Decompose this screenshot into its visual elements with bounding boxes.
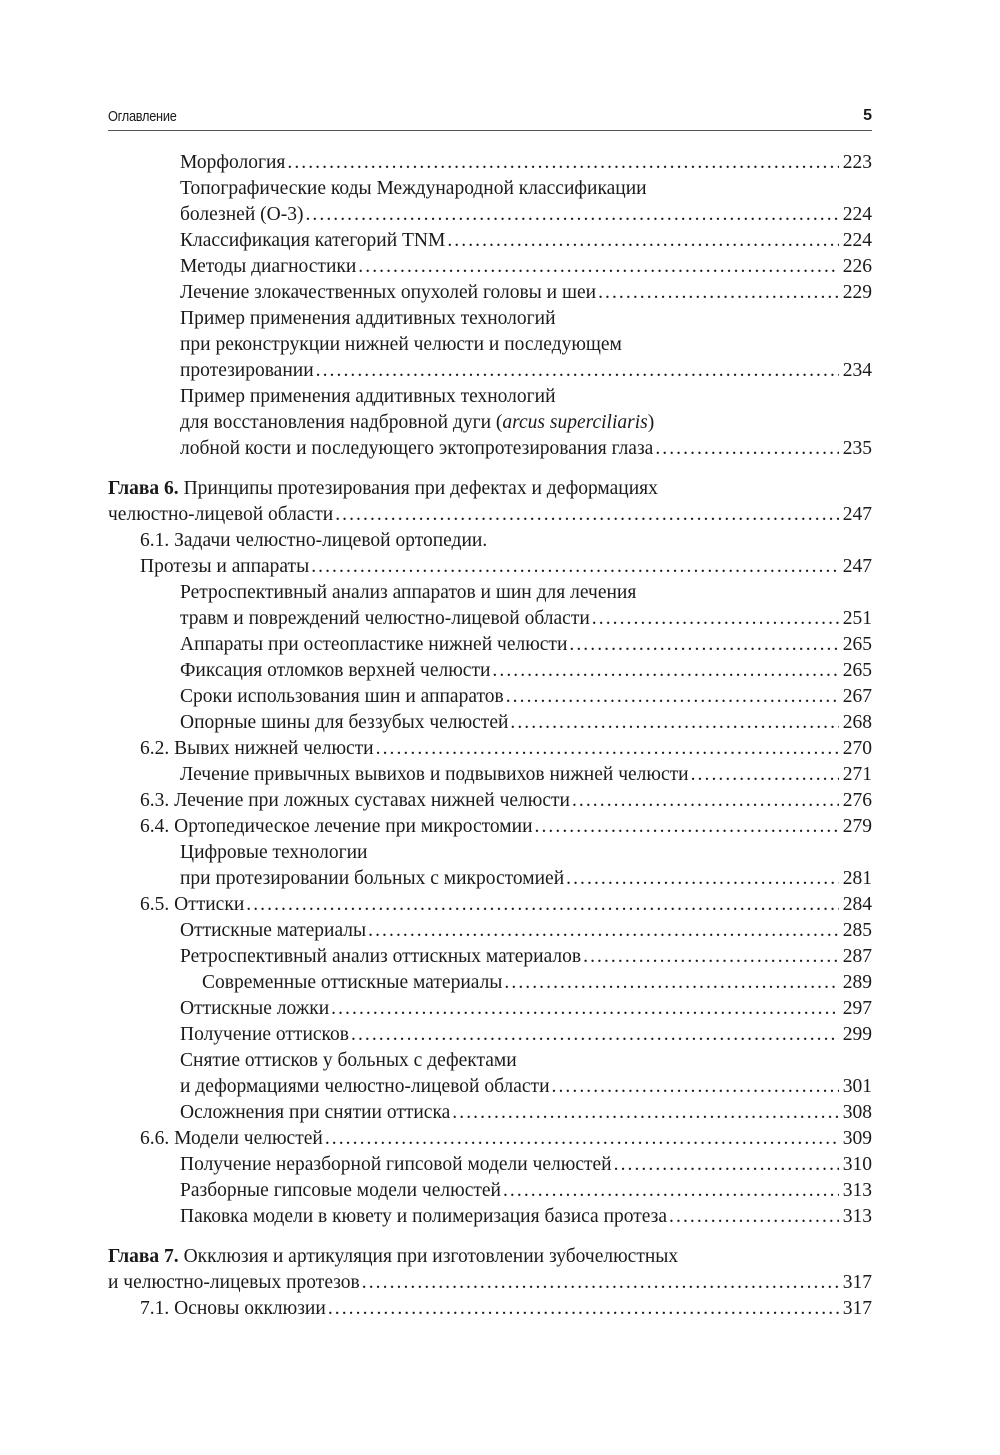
toc-entry-title xyxy=(108,502,333,528)
toc-page-number: 279 xyxy=(842,816,872,837)
toc-entry-line xyxy=(108,1048,872,1074)
title-text: Лечение привычных вывихов и подвывихов нижней челюсти xyxy=(180,764,689,785)
toc-entry-line xyxy=(108,528,872,554)
toc-entry-title xyxy=(108,476,658,502)
toc-entry[interactable] xyxy=(108,762,872,788)
toc-entry-title xyxy=(180,176,647,202)
toc-entry[interactable] xyxy=(108,996,872,1022)
toc-entry[interactable] xyxy=(108,1204,872,1230)
toc-entry-line xyxy=(108,736,872,762)
toc-page-number: 309 xyxy=(842,1128,872,1149)
toc-entry-title xyxy=(180,944,581,970)
dot-leader xyxy=(535,814,839,840)
title-text: 6.4. Ортопедическое лечение при микростомии xyxy=(140,816,533,837)
title-text: 6.6. Модели челюстей xyxy=(140,1128,323,1149)
dot-leader xyxy=(655,436,838,462)
toc-entry-title xyxy=(180,866,564,892)
toc-entry-title xyxy=(180,306,556,332)
toc-entry-title xyxy=(180,150,285,176)
toc-entry-line xyxy=(108,280,872,306)
toc-entry[interactable] xyxy=(108,788,872,814)
dot-leader xyxy=(504,970,838,996)
toc-entry-title xyxy=(180,840,367,866)
toc-entry[interactable] xyxy=(108,280,872,306)
toc-entry-title xyxy=(180,358,314,384)
toc-entry-title xyxy=(140,1296,326,1322)
dot-leader xyxy=(335,502,839,528)
toc-entry-line xyxy=(108,176,872,202)
title-text: Оттискные ложки xyxy=(180,998,330,1019)
toc-entry-line xyxy=(108,632,872,658)
title-text: при протезировании больных с микростомией xyxy=(180,868,565,889)
toc-entry-line xyxy=(108,996,872,1022)
title-text: и челюстно-лицевых протезов xyxy=(108,1272,360,1293)
dot-leader xyxy=(325,1126,839,1152)
title-text: для восстановления надбровной дуги ( xyxy=(180,412,503,433)
toc-chapter-entry[interactable] xyxy=(108,1244,872,1296)
toc-entry[interactable] xyxy=(108,580,872,632)
title-text: Современные оттискные материалы xyxy=(202,972,503,993)
title-text: Классификация категорий TNM xyxy=(180,230,446,251)
toc-entry-line xyxy=(108,892,872,918)
toc-page-number: 308 xyxy=(842,1102,872,1123)
toc-entry-title xyxy=(180,280,596,306)
toc-entry[interactable] xyxy=(108,1126,872,1152)
title-text: 6.3. Лечение при ложных суставах нижней челюсти xyxy=(140,790,570,811)
toc-entry[interactable] xyxy=(108,918,872,944)
dot-leader xyxy=(376,736,839,762)
toc-entry-line xyxy=(108,970,872,996)
toc-entry-line xyxy=(108,384,872,410)
dot-leader xyxy=(287,150,838,176)
toc-entry-line xyxy=(108,866,872,892)
toc-entry-title xyxy=(140,554,309,580)
title-text: Снятие оттисков у больных с дефектами xyxy=(180,1050,517,1071)
title-text: Фиксация отломков верхней челюсти xyxy=(180,660,491,681)
title-text: челюстно-лицевой области xyxy=(108,504,334,525)
toc-entry-line xyxy=(108,1178,872,1204)
toc-entry-line xyxy=(108,306,872,332)
dot-leader xyxy=(566,866,839,892)
toc-page-number: 247 xyxy=(842,504,872,525)
toc-page-number: 235 xyxy=(842,438,872,459)
toc-page-number: 223 xyxy=(842,152,872,173)
toc-entry-title xyxy=(140,892,244,918)
toc-entry-line xyxy=(108,658,872,684)
toc-entry-line xyxy=(108,1100,872,1126)
toc-entry[interactable] xyxy=(108,684,872,710)
dot-leader xyxy=(331,996,839,1022)
toc-entry[interactable] xyxy=(108,228,872,254)
toc-page-number: 281 xyxy=(842,868,872,889)
toc-page-number: 299 xyxy=(842,1024,872,1045)
toc-entry-title xyxy=(180,684,504,710)
toc-entry-title xyxy=(140,814,533,840)
toc-entry[interactable] xyxy=(108,892,872,918)
toc-page-number: 271 xyxy=(842,764,872,785)
title-text: 6.1. Задачи челюстно-лицевой ортопедии. xyxy=(140,530,488,551)
dot-leader xyxy=(358,254,838,280)
toc-entry-line xyxy=(108,332,872,358)
dot-leader xyxy=(506,684,839,710)
toc-page-number: 270 xyxy=(842,738,872,759)
toc-entry-title xyxy=(180,762,689,788)
dot-leader xyxy=(552,1074,839,1100)
chapter-label: Глава 6. xyxy=(108,478,179,499)
dot-leader xyxy=(592,606,839,632)
toc-entry-line xyxy=(108,1126,872,1152)
dot-leader xyxy=(311,554,839,580)
toc-entry-line xyxy=(108,358,872,384)
toc-entry-title xyxy=(180,1204,667,1230)
toc-entry-title xyxy=(180,228,445,254)
dot-leader xyxy=(316,358,839,384)
toc-page-number: 224 xyxy=(842,204,872,225)
page-number: 5 xyxy=(863,107,872,124)
toc-entry-line xyxy=(108,788,872,814)
toc-entry-title xyxy=(180,606,590,632)
dot-leader xyxy=(368,918,839,944)
toc-entry[interactable] xyxy=(108,384,872,462)
toc-entry-line xyxy=(108,1296,872,1322)
toc-page-number: 297 xyxy=(842,998,872,1019)
dot-leader xyxy=(351,1022,839,1048)
title-text: Методы диагностики xyxy=(180,256,357,277)
title-text: Ретроспективный анализ оттискных материалов xyxy=(180,946,582,967)
toc-entry[interactable] xyxy=(108,1152,872,1178)
toc-entry-title xyxy=(180,1178,501,1204)
toc-page-number: 284 xyxy=(842,894,872,915)
toc-entry[interactable] xyxy=(108,1022,872,1048)
title-text: Пример применения аддитивных технологий xyxy=(180,308,556,329)
title-text: 6.5. Оттиски xyxy=(140,894,245,915)
running-header-title: Оглавление xyxy=(108,108,177,125)
title-text: и деформациями челюстно-лицевой области xyxy=(180,1076,550,1097)
toc-entry[interactable] xyxy=(108,254,872,280)
toc-entry-title xyxy=(180,202,303,228)
toc-entry-title xyxy=(180,254,356,280)
toc-entry-line xyxy=(108,684,872,710)
toc-page-number: 313 xyxy=(842,1206,872,1227)
toc-entry-title xyxy=(140,736,374,762)
toc-page-number: 251 xyxy=(842,608,872,629)
toc-entry-title xyxy=(180,1152,612,1178)
toc-entry-line xyxy=(108,410,872,436)
toc-entry-line xyxy=(108,150,872,176)
toc-entry[interactable] xyxy=(108,176,872,228)
toc-entry[interactable] xyxy=(108,632,872,658)
title-text: Протезы и аппараты xyxy=(140,556,310,577)
dot-leader xyxy=(510,710,838,736)
title-text: при реконструкции нижней челюсти и последующем xyxy=(180,334,622,355)
toc-entry-title xyxy=(180,1048,517,1074)
title-text: 7.1. Основы окклюзии xyxy=(140,1298,326,1319)
toc-page-number: 317 xyxy=(842,1298,872,1319)
title-text: Пример применения аддитивных технологий xyxy=(180,386,556,407)
toc-entry-title xyxy=(180,580,636,606)
title-text: Опорные шины для беззубых челюстей xyxy=(180,712,509,733)
toc-page-number: 289 xyxy=(842,972,872,993)
title-text: Получение оттисков xyxy=(180,1024,349,1045)
toc-entry-line xyxy=(108,1270,872,1296)
toc-entry[interactable] xyxy=(108,840,872,892)
dot-leader xyxy=(328,1296,839,1322)
toc-entry-line xyxy=(108,1204,872,1230)
toc-entry-line xyxy=(108,1152,872,1178)
toc-entry-line xyxy=(108,1022,872,1048)
toc-entry-title xyxy=(180,658,490,684)
title-text: Топографические коды Международной классификации xyxy=(180,178,647,199)
toc-entry[interactable] xyxy=(108,306,872,384)
toc-entry[interactable] xyxy=(108,150,872,176)
toc-entry-line xyxy=(108,710,872,736)
toc-entry-title xyxy=(180,996,329,1022)
toc-entry-title xyxy=(180,436,653,462)
toc-entry-line xyxy=(108,554,872,580)
toc-page-number: 317 xyxy=(842,1272,872,1293)
running-header xyxy=(108,104,872,131)
toc-entry[interactable] xyxy=(108,970,872,996)
title-text: Принципы протезирования при дефектах и деформациях xyxy=(178,478,658,499)
title-text: Окклюзия и артикуляция при изготовлении зубочелюстных xyxy=(178,1246,679,1267)
toc-entry[interactable] xyxy=(108,736,872,762)
dot-leader xyxy=(452,1100,838,1126)
toc-page-number: 267 xyxy=(842,686,872,707)
toc-page-number: 234 xyxy=(842,360,872,381)
title-text: ) xyxy=(647,412,655,433)
dot-leader xyxy=(691,762,839,788)
title-text: Аппараты при остеопластике нижней челюсти xyxy=(180,634,568,655)
toc-entry-line xyxy=(108,1244,872,1270)
toc-entry-line xyxy=(108,476,872,502)
toc-entry-title xyxy=(180,410,654,436)
toc-entry-line xyxy=(108,1074,872,1100)
toc-entry-title xyxy=(180,918,366,944)
title-text: Осложнения при снятии оттиска xyxy=(180,1102,451,1123)
title-text: 6.2. Вывих нижней челюсти xyxy=(140,738,374,759)
toc-entry-line xyxy=(108,202,872,228)
toc-entry-line xyxy=(108,918,872,944)
toc-entry-title xyxy=(180,332,622,358)
toc-entry-line xyxy=(108,228,872,254)
toc-page-number: 313 xyxy=(842,1180,872,1201)
toc-entry-title xyxy=(180,1074,550,1100)
toc-page-number: 247 xyxy=(842,556,872,577)
toc-entry[interactable] xyxy=(108,658,872,684)
toc-page-number: 268 xyxy=(842,712,872,733)
toc-page-number: 229 xyxy=(842,282,872,303)
toc-entry[interactable] xyxy=(108,710,872,736)
dot-leader xyxy=(362,1270,839,1296)
toc-page-number: 265 xyxy=(842,660,872,681)
toc-page-number: 301 xyxy=(842,1076,872,1097)
latin-term: arcus superciliaris xyxy=(502,412,648,433)
dot-leader xyxy=(492,658,838,684)
toc-entry-line xyxy=(108,254,872,280)
toc-entry-line xyxy=(108,502,872,528)
dot-leader xyxy=(669,1204,839,1230)
toc-entry[interactable] xyxy=(108,814,872,840)
dot-leader xyxy=(447,228,838,254)
toc-entry[interactable] xyxy=(108,528,872,580)
title-text: Оттискные материалы xyxy=(180,920,367,941)
dot-leader xyxy=(598,280,839,306)
toc-page-number: 276 xyxy=(842,790,872,811)
toc-entry[interactable] xyxy=(108,944,872,970)
dot-leader xyxy=(305,202,838,228)
toc-entry-line xyxy=(108,436,872,462)
dot-leader xyxy=(572,788,839,814)
toc-entry-title xyxy=(180,1100,450,1126)
dot-leader xyxy=(614,1152,839,1178)
toc-entry-title xyxy=(180,1022,349,1048)
toc-entry-title xyxy=(140,788,570,814)
chapter-label: Глава 7. xyxy=(108,1246,179,1267)
title-text: травм и повреждений челюстно-лицевой области xyxy=(180,608,590,629)
toc-entry-title xyxy=(180,710,508,736)
title-text: Паковка модели в кювету и полимеризация базиса протеза xyxy=(180,1206,668,1227)
table-of-contents xyxy=(108,150,872,1322)
dot-leader xyxy=(569,632,838,658)
toc-page-number: 285 xyxy=(842,920,872,941)
toc-page-number: 224 xyxy=(842,230,872,251)
toc-entry-line xyxy=(108,814,872,840)
title-text: Сроки использования шин и аппаратов xyxy=(180,686,504,707)
toc-entry[interactable] xyxy=(108,1178,872,1204)
dot-leader xyxy=(503,1178,839,1204)
toc-page-number: 226 xyxy=(842,256,872,277)
toc-page-number: 265 xyxy=(842,634,872,655)
toc-entry-title xyxy=(108,1270,360,1296)
title-text: Ретроспективный анализ аппаратов и шин для лечения xyxy=(180,582,637,603)
toc-page-number: 287 xyxy=(842,946,872,967)
toc-entry-title xyxy=(180,632,567,658)
toc-entry[interactable] xyxy=(108,1100,872,1126)
dot-leader xyxy=(583,944,839,970)
toc-entry[interactable] xyxy=(108,1048,872,1100)
title-text: протезировании xyxy=(180,360,314,381)
toc-chapter-entry[interactable] xyxy=(108,476,872,528)
title-text: Лечение злокачественных опухолей головы и шеи xyxy=(180,282,597,303)
dot-leader xyxy=(246,892,838,918)
toc-entry[interactable] xyxy=(108,1296,872,1322)
toc-entry-title xyxy=(140,528,487,554)
toc-entry-title xyxy=(108,1244,678,1270)
title-text: Получение неразборной гипсовой модели челюстей xyxy=(180,1154,612,1175)
toc-entry-line xyxy=(108,840,872,866)
title-text: лобной кости и последующего эктопротезирования глаза xyxy=(180,438,654,459)
toc-entry-title xyxy=(140,1126,323,1152)
toc-entry-line xyxy=(108,580,872,606)
toc-entry-title xyxy=(180,384,556,410)
title-text: Разборные гипсовые модели челюстей xyxy=(180,1180,501,1201)
toc-entry-line xyxy=(108,944,872,970)
toc-entry-title xyxy=(202,970,502,996)
toc-entry-line xyxy=(108,606,872,632)
toc-page-number: 310 xyxy=(842,1154,872,1175)
title-text: болезней (О-3) xyxy=(180,204,304,225)
toc-entry-line xyxy=(108,762,872,788)
title-text: Цифровые технологии xyxy=(180,842,368,863)
title-text: Морфология xyxy=(180,152,286,173)
